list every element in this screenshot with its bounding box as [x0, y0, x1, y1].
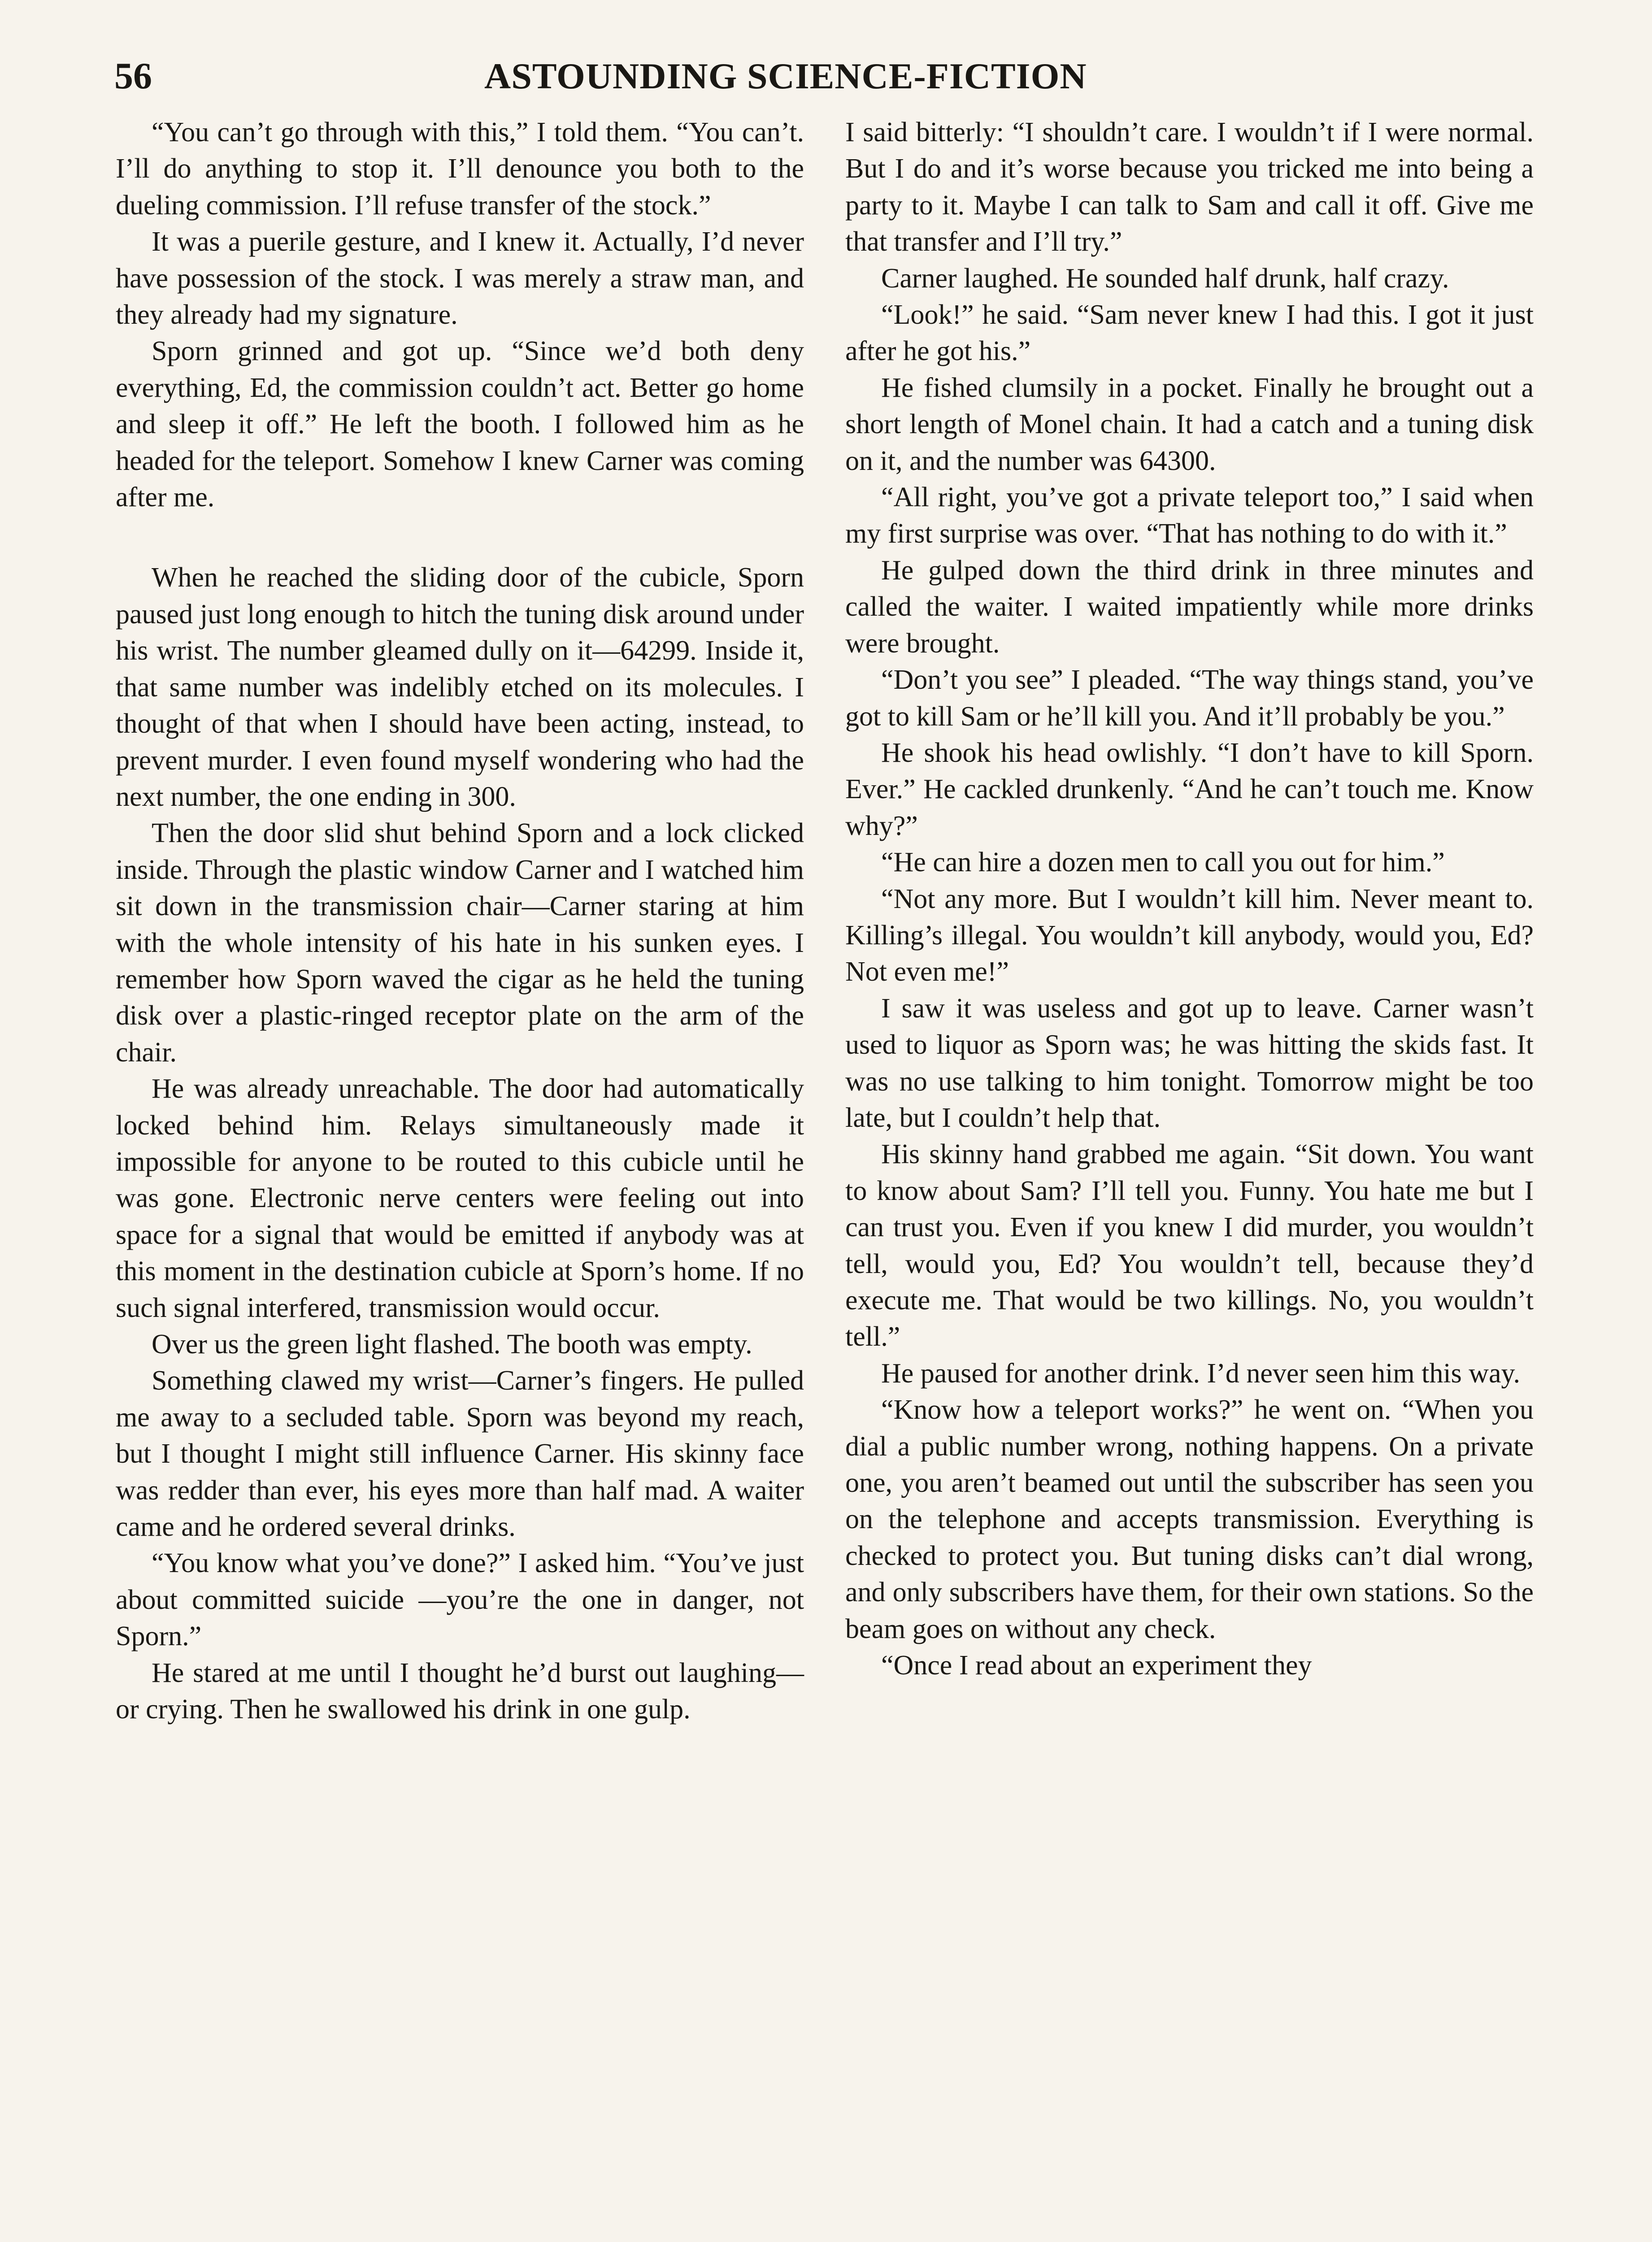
paragraph: He paused for another drink. I’d never seen him this way. [881, 1358, 1520, 1389]
paragraph: “Don’t you see” I pleaded. “The way things stand, you’ve got to kill Sam or he’ll kill you. And it’ll probably be you.” [845, 665, 1534, 732]
paragraph: “All right, you’ve got a private teleport too,” I said when my first surprise was over. “That has nothing to do with it.” [845, 482, 1534, 549]
running-title: ASTOUNDING SCIENCE-FICTION [484, 56, 1087, 96]
paragraph: Sporn grinned and got up. “Since we’d both deny everything, Ed, the commission couldn’t act. Better go home and sleep it off.” He left the booth. I followed him as he headed for the teleport. Somehow I knew Carner was coming after me. [116, 336, 804, 513]
left-column [116, 114, 804, 1728]
paragraph: Then the door slid shut behind Sporn and a lock clicked inside. Through the plastic window Carner and I watched him sit down in the transmission chair—Carner staring at him with the whole intensity of his hate in his sunken eyes. I remember how Sporn waved the cigar as he held the tuning disk over a plastic-ringed receptor plate on the arm of the chair. [116, 818, 804, 1068]
paragraph: I saw it was useless and got up to leave. Carner wasn’t used to liquor as Sporn was; he was hitting the skids fast. It was no use talking to him tonight. Tomorrow might be too late, but I couldn’t help that. [845, 993, 1534, 1133]
continued-paragraph: I said bitterly: “I shouldn’t care. I wouldn’t if I were normal. But I do and it’s worse because you tricked me into being a party to it. Maybe I can talk to Sam and call it off. Give me that transfer and I’ll try.” [845, 117, 1534, 257]
paragraph: “You know what you’ve done?” I asked him. “You’ve just about committed suicide —you’re the one in danger, not Sporn.” [116, 1548, 804, 1652]
paragraph: Carner laughed. He sounded half drunk, half crazy. [881, 263, 1449, 294]
paragraph: He fished clumsily in a pocket. Finally he brought out a short length of Monel chain. It had a catch and a tuning disk on it, and the number was 64300. [845, 372, 1534, 476]
paragraph: Something clawed my wrist—Carner’s fingers. He pulled me away to a secluded table. Sporn was beyond my reach, but I thought I might still influence Carner. His skinny face was redder than ever, his eyes more than half mad. A waiter came and he ordered several drinks. [116, 1365, 804, 1542]
section-break [116, 516, 804, 560]
paragraph: He shook his head owlishly. “I don’t have to kill Sporn. Ever.” He cackled drunkenly. “And he can’t touch me. Know why?” [845, 737, 1534, 841]
right-column [845, 114, 1534, 1684]
paragraph: “You can’t go through with this,” I told them. “You can’t. I’ll do anything to stop it. I’ll denounce you both to the dueling commission. I’ll refuse transfer of the stock.” [116, 117, 804, 221]
page-number: 56 [114, 55, 152, 97]
paragraph: His skinny hand grabbed me again. “Sit down. You want to know about Sam? I’ll tell you. Funny. You hate me but I can trust you. Even if you knew I did murder, you wouldn’t tell, would you, Ed? You wouldn’t tell, because they’d execute me. That would be two killings. No, you wouldn’t tell.” [845, 1139, 1534, 1352]
paragraph: “Know how a teleport works?” he went on. “When you dial a public number wrong, nothing happens. On a private one, you aren’t beamed out until the subscriber has seen you on the telephone and accepts transmission. Everything is checked to protect you. But tuning disks can’t dial wrong, and only subscribers have them, for their own stations. So the beam goes on without any check. [845, 1395, 1534, 1644]
paragraph: Over us the green light flashed. The booth was empty. [152, 1329, 752, 1360]
paragraph: He stared at me until I thought he’d burst out laughing—or crying. Then he swallowed his drink in one gulp. [116, 1657, 804, 1725]
paragraph: “Once I read about an experiment they [881, 1650, 1312, 1681]
paragraph: When he reached the sliding door of the cubicle, Sporn paused just long enough to hitch the tuning disk around under his wrist. The number gleamed dully on it—64299. Inside it, that same number was indelibly etched on its molecules. I thought of that when I should have been acting, instead, to prevent murder. I even found myself wondering who had the next number, the one ending in 300. [116, 562, 804, 812]
page-header [114, 49, 1531, 103]
paragraph: “Look!” he said. “Sam never knew I had this. I got it just after he got his.” [845, 300, 1534, 367]
paragraph: “He can hire a dozen men to call you out for him.” [881, 847, 1445, 878]
paragraph: “Not any more. But I wouldn’t kill him. Never meant to. Killing’s illegal. You wouldn’t kill anybody, would you, Ed? Not even me!” [845, 883, 1534, 987]
paragraph: It was a puerile gesture, and I knew it. Actually, I’d never have possession of the stock. I was merely a straw man, and they already had my signature. [116, 226, 804, 330]
paragraph: He gulped down the third drink in three minutes and called the waiter. I waited impatiently while more drinks were brought. [845, 555, 1534, 659]
paragraph: He was already unreachable. The door had automatically locked behind him. Relays simultaneously made it impossible for anyone to be routed to this cubicle until he was gone. Electronic nerve centers were feeling out into space for a signal that would be emitted if anybody was at this moment in the destination cubicle at Sporn’s home. If no such signal interfered, transmission would occur. [116, 1073, 804, 1323]
